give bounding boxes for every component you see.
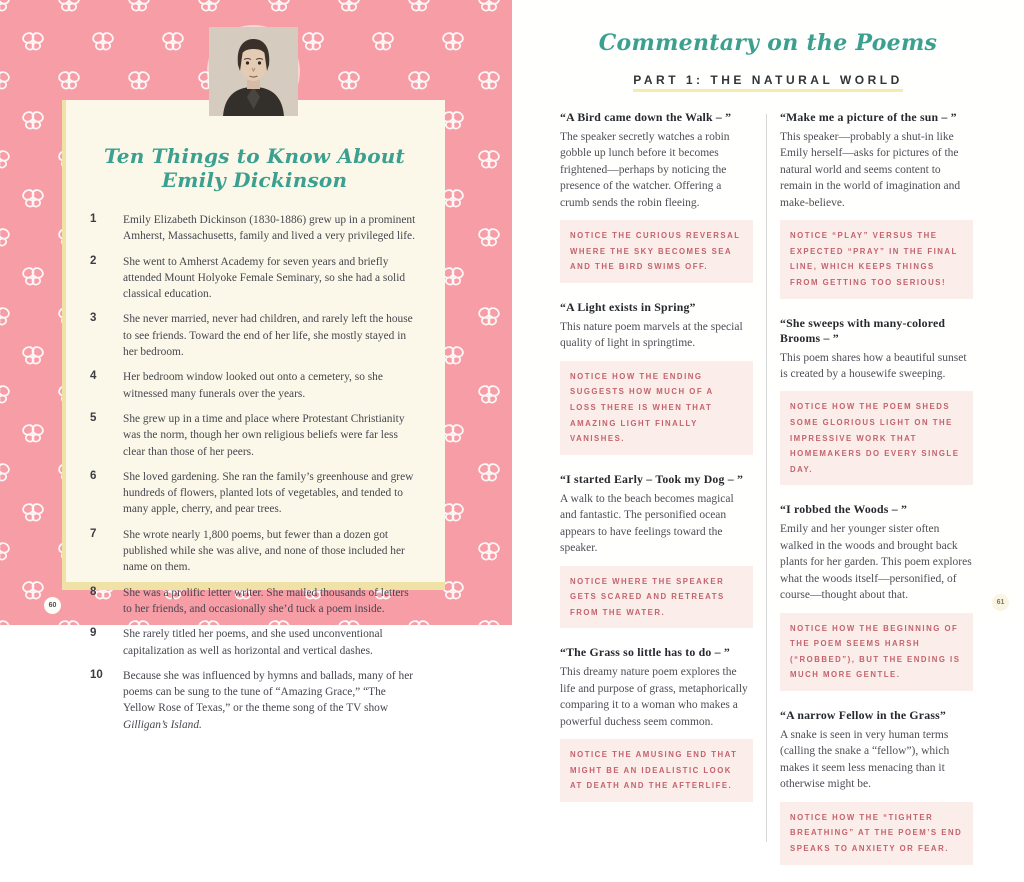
poem-commentary bbox=[780, 502, 973, 691]
notice-box: NOTICE WHERE THE SPEAKER GETS SCARED AND RETREATS FROM THE WATER. bbox=[560, 566, 753, 629]
butterfly-icon bbox=[477, 0, 501, 13]
list-item-number: 4 bbox=[90, 369, 112, 402]
poem-title: “A Light exists in Spring” bbox=[560, 300, 753, 315]
poem-commentary-text: This poem shares how a beautiful sunset is created by a housewife sweeping. bbox=[780, 350, 973, 383]
list-item-italic-text: Gilligan’s Island. bbox=[123, 719, 202, 731]
notice-box: NOTICE HOW THE “TIGHTER BREATHING” AT THE POEM’S END SPEAKS TO ANXIETY OR FEAR. bbox=[780, 802, 973, 865]
poem-commentary bbox=[560, 300, 753, 455]
butterfly-icon bbox=[91, 30, 115, 52]
column-divider bbox=[766, 114, 767, 842]
list-item-text: Because she was influenced by hymns and ballads, many of her poems can be sung to the tune of “Amazing Grace,” “The Yellow Rose of Texas,” or the theme song of the TV show Gilligan’s Island. bbox=[123, 668, 419, 733]
poem-commentary-text: A walk to the beach becomes magical and fantastic. The personified ocean appears to have feelings toward the speaker. bbox=[560, 491, 753, 557]
right-page bbox=[512, 0, 1024, 625]
part-heading-wrap bbox=[512, 71, 1024, 92]
list-item-text: Emily Elizabeth Dickinson (1830-1886) grew up in a prominent Amherst, Massachusetts, family and lived a very privileged life. bbox=[123, 212, 419, 245]
poem-title: “Make me a picture of the sun – ” bbox=[780, 110, 973, 125]
poem-commentary bbox=[780, 110, 973, 299]
notice-box: NOTICE THE CURIOUS REVERSAL WHERE THE SKY BECOMES SEA AND THE BIRD SWIMS OFF. bbox=[560, 220, 753, 283]
butterfly-icon bbox=[0, 618, 11, 640]
list-item bbox=[90, 369, 419, 402]
butterfly-icon bbox=[21, 109, 45, 131]
poem-commentary-text: This dreamy nature poem explores the life and purpose of grass, metaphorically comparing it to a woman who makes a powerful duchess seem common. bbox=[560, 664, 753, 730]
poem-commentary bbox=[560, 110, 753, 283]
commentary-title: Commentary on the Poems bbox=[512, 30, 1024, 56]
butterfly-icon bbox=[407, 0, 431, 13]
butterfly-icon bbox=[0, 461, 11, 483]
butterfly-icon bbox=[337, 69, 361, 91]
butterfly-icon bbox=[441, 30, 465, 52]
list-item-text: She went to Amherst Academy for seven years and briefly attended Mount Holyoke Female Seminary, so she had a solid classical education. bbox=[123, 254, 419, 303]
commentary-column-2 bbox=[780, 110, 973, 882]
list-item-text: She wrote nearly 1,800 poems, but fewer than a dozen got published while she was alive, and none of those included her name on them. bbox=[123, 527, 419, 576]
poem-title: “I started Early – Took my Dog – ” bbox=[560, 472, 753, 487]
butterfly-icon bbox=[477, 226, 501, 248]
butterfly-icon bbox=[0, 305, 11, 327]
butterfly-icon bbox=[21, 422, 45, 444]
ten-things-list bbox=[90, 212, 419, 733]
butterfly-icon bbox=[21, 187, 45, 209]
ten-things-card bbox=[62, 100, 445, 590]
butterfly-icon bbox=[21, 265, 45, 287]
notice-box: NOTICE HOW THE BEGINNING OF THE POEM SEEMS HARSH (“ROBBED”), BUT THE ENDING IS MUCH MORE GENTLE. bbox=[780, 613, 973, 691]
butterfly-icon bbox=[477, 148, 501, 170]
part-heading: PART 1: THE NATURAL WORLD bbox=[633, 73, 903, 92]
list-item-number: 2 bbox=[90, 254, 112, 303]
list-item-number: 7 bbox=[90, 527, 112, 576]
notice-box: NOTICE THE AMUSING END THAT MIGHT BE AN IDEALISTIC LOOK AT DEATH AND THE AFTERLIFE. bbox=[560, 739, 753, 802]
poem-commentary-text: This nature poem marvels at the special quality of light in springtime. bbox=[560, 319, 753, 352]
list-item-number: 9 bbox=[90, 626, 112, 659]
butterfly-icon bbox=[477, 69, 501, 91]
emily-dickinson-portrait bbox=[209, 27, 298, 116]
notice-box: NOTICE “PLAY” VERSUS THE EXPECTED “PRAY” IN THE FINAL LINE, WHICH KEEPS THINGS FROM GETTING TOO SERIOUS! bbox=[780, 220, 973, 298]
butterfly-icon bbox=[407, 69, 431, 91]
list-item-text: She rarely titled her poems, and she used unconventional capitalization as well as horizontal and vertical dashes. bbox=[123, 626, 419, 659]
butterfly-icon bbox=[21, 501, 45, 523]
butterfly-icon bbox=[161, 30, 185, 52]
card-title: Ten Things to Know About Emily Dickinson bbox=[90, 144, 419, 192]
page-number-right: 61 bbox=[992, 594, 1009, 611]
list-item-number: 10 bbox=[90, 668, 112, 733]
butterfly-icon bbox=[477, 461, 501, 483]
poem-title: “I robbed the Woods – ” bbox=[780, 502, 973, 517]
butterfly-icon bbox=[57, 69, 81, 91]
poem-commentary-text: The speaker secretly watches a robin gobble up lunch before it becomes frightened—perhaps by noticing the presence of the watcher. Offering a crumb sends the robin fleeing. bbox=[560, 129, 753, 211]
list-item-text: She loved gardening. She ran the family’s greenhouse and grew hundreds of flowers, planted lots of vegetables, and tended to many apple, cherry, and pear trees. bbox=[123, 469, 419, 518]
list-item-number: 8 bbox=[90, 585, 112, 618]
butterfly-icon bbox=[0, 0, 11, 13]
commentary-columns bbox=[560, 110, 978, 882]
list-item-text: She grew up in a time and place where Protestant Christianity was the norm, though her own religious beliefs were far less clear than those of her peers. bbox=[123, 411, 419, 460]
butterfly-icon bbox=[477, 305, 501, 327]
butterfly-icon bbox=[337, 0, 361, 13]
butterfly-icon bbox=[57, 618, 81, 640]
poem-commentary bbox=[560, 472, 753, 629]
list-item bbox=[90, 311, 419, 360]
list-item-number: 5 bbox=[90, 411, 112, 460]
list-item bbox=[90, 626, 419, 659]
poem-title: “She sweeps with many-colored Brooms – ” bbox=[780, 316, 973, 346]
butterfly-icon bbox=[477, 383, 501, 405]
list-item bbox=[90, 212, 419, 245]
left-page bbox=[0, 0, 512, 625]
commentary-column-1 bbox=[560, 110, 753, 882]
list-item-number: 3 bbox=[90, 311, 112, 360]
list-item bbox=[90, 585, 419, 618]
list-item bbox=[90, 254, 419, 303]
notice-box: NOTICE HOW THE POEM SHEDS SOME GLORIOUS LIGHT ON THE IMPRESSIVE WORK THAT HOMEMAKERS DO EVERY SINGLE DAY. bbox=[780, 391, 973, 485]
poem-commentary bbox=[780, 316, 973, 486]
butterfly-icon bbox=[21, 30, 45, 52]
butterfly-icon bbox=[21, 579, 45, 601]
butterfly-icon bbox=[477, 618, 501, 640]
butterfly-icon bbox=[57, 0, 81, 13]
page-number-left: 60 bbox=[44, 597, 61, 614]
list-item-text: Her bedroom window looked out onto a cemetery, so she witnessed many funerals over the years. bbox=[123, 369, 419, 402]
list-item bbox=[90, 411, 419, 460]
butterfly-icon bbox=[197, 0, 221, 13]
list-item-text: She was a prolific letter writer. She mailed thousands of letters to her friends, and occasionally she’d tuck a poem inside. bbox=[123, 585, 419, 618]
poem-commentary-text: A snake is seen in very human terms (calling the snake a “fellow”), which makes it seem less menacing than it otherwise might be. bbox=[780, 727, 973, 793]
butterfly-icon bbox=[21, 344, 45, 366]
poem-commentary-text: This speaker—probably a shut-in like Emily herself—asks for pictures of the natural world and seems content to remain in the world of imagination and make-believe. bbox=[780, 129, 973, 211]
portrait-illustration bbox=[209, 27, 298, 116]
butterfly-icon bbox=[0, 226, 11, 248]
poem-title: “The Grass so little has to do – ” bbox=[560, 645, 753, 660]
list-item-text: She never married, never had children, and rarely left the house to see friends. Toward the end of her life, she mostly stayed in her bedroom. bbox=[123, 311, 419, 360]
list-item-number: 1 bbox=[90, 212, 112, 245]
poem-commentary bbox=[560, 645, 753, 802]
butterfly-icon bbox=[477, 540, 501, 562]
butterfly-icon bbox=[301, 30, 325, 52]
list-item-number: 6 bbox=[90, 469, 112, 518]
butterfly-icon bbox=[0, 148, 11, 170]
butterfly-icon bbox=[127, 0, 151, 13]
butterfly-icon bbox=[371, 30, 395, 52]
poem-commentary-text: Emily and her younger sister often walked in the woods and brought back plants for her garden. This poem explores what the woods itself—personified, of course—thought about that. bbox=[780, 521, 973, 603]
list-item bbox=[90, 469, 419, 518]
list-item bbox=[90, 668, 419, 733]
poem-title: “A Bird came down the Walk – ” bbox=[560, 110, 753, 125]
butterfly-icon bbox=[0, 383, 11, 405]
poem-title: “A narrow Fellow in the Grass” bbox=[780, 708, 973, 723]
butterfly-icon bbox=[0, 540, 11, 562]
list-item bbox=[90, 527, 419, 576]
butterfly-icon bbox=[267, 0, 291, 13]
butterfly-icon bbox=[127, 69, 151, 91]
poem-commentary bbox=[780, 708, 973, 865]
notice-box: NOTICE HOW THE ENDING SUGGESTS HOW MUCH OF A LOSS THERE IS WHEN THAT AMAZING LIGHT FINALLY VANISHES. bbox=[560, 361, 753, 455]
butterfly-icon bbox=[0, 69, 11, 91]
